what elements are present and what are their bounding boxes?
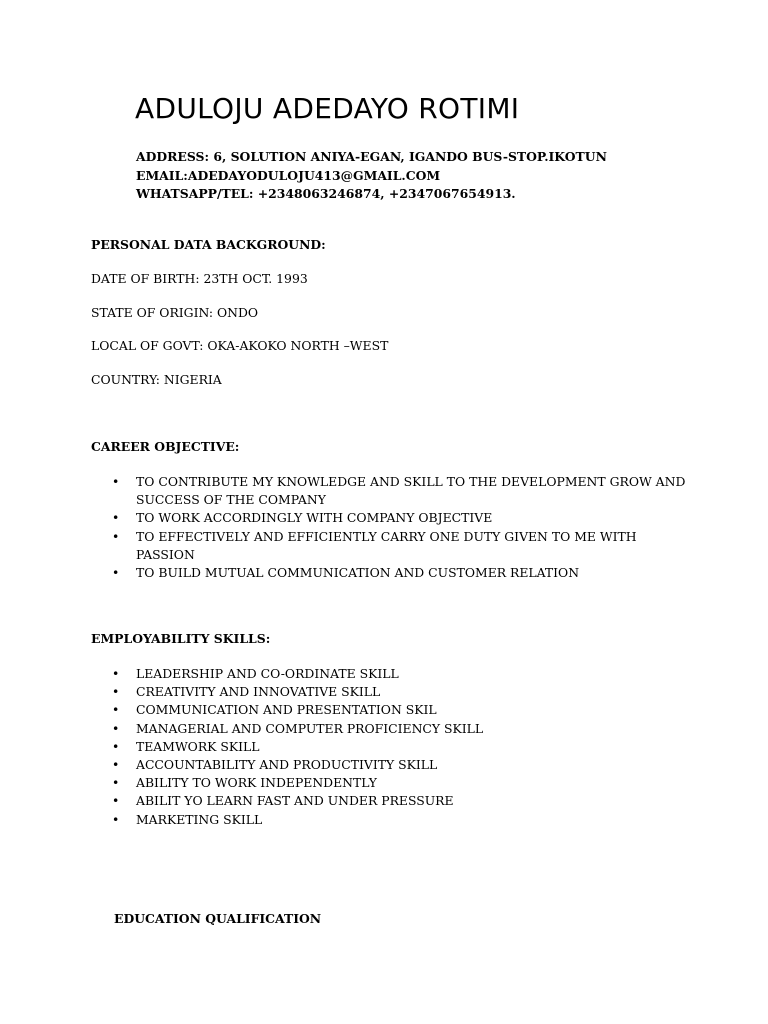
list-item: • ABILIT YO LEARN FAST AND UNDER PRESSURE xyxy=(91,792,696,810)
bullet-icon: • xyxy=(112,720,120,736)
list-item: • MARKETING SKILL xyxy=(91,811,696,829)
list-item: • MANAGERIAL AND COMPUTER PROFICIENCY SKILL xyxy=(91,720,696,738)
email-line: EMAIL:ADEDAYODULOJU413@GMAIL.COM xyxy=(136,167,441,183)
personal-data-heading: PERSONAL DATA BACKGROUND: xyxy=(91,237,326,252)
list-item: • TO CONTRIBUTE MY KNOWLEDGE AND SKILL TO THE DEVELOPMENT GROW AND SUCCESS OF THE COMPANY xyxy=(112,474,686,508)
bullet-icon: • xyxy=(112,474,120,489)
bullet-icon: • xyxy=(112,793,120,809)
list-item: • TEAMWORK SKILL xyxy=(91,738,696,756)
list-item: • TO EFFECTIVELY AND EFFICIENTLY CARRY ONE DUTY GIVEN TO ME WITH PASSION xyxy=(112,528,637,562)
bullet-icon: • xyxy=(112,702,120,718)
bullet-icon: • xyxy=(112,684,120,700)
address-line: ADDRESS: 6, SOLUTION ANIYA-EGAN, IGANDO BUS-STOP.IKOTUN xyxy=(136,149,607,164)
education-qualification-heading: EDUCATION QUALIFICATION xyxy=(114,911,322,926)
list-item: • TO WORK ACCORDINGLY WITH COMPANY OBJECTIVE xyxy=(91,509,696,527)
bullet-icon: • xyxy=(112,757,120,773)
contact-block xyxy=(136,148,607,204)
list-item: • ABILITY TO WORK INDEPENDENTLY xyxy=(91,774,696,792)
list-item: • TO BUILD MUTUAL COMMUNICATION AND CUSTOMER RELATION xyxy=(91,564,696,582)
bullet-icon: • xyxy=(112,775,120,791)
local-government: LOCAL OF GOVT: OKA-AKOKO NORTH –WEST xyxy=(91,338,389,353)
employability-skills-list xyxy=(91,665,696,829)
bullet-icon: • xyxy=(112,811,120,827)
career-objective-heading: CAREER OBJECTIVE: xyxy=(91,439,240,454)
country: COUNTRY: NIGERIA xyxy=(91,372,222,387)
phone-line: WHATSAPP/TEL: +2348063246874, +2347067654913. xyxy=(136,186,516,202)
bullet-icon: • xyxy=(112,528,120,544)
bullet-icon: • xyxy=(112,510,120,526)
list-item: • CREATIVITY AND INNOVATIVE SKILL xyxy=(91,683,696,701)
state-of-origin: STATE OF ORIGIN: ONDO xyxy=(91,305,259,320)
list-item: • COMMUNICATION AND PRESENTATION SKIL xyxy=(91,701,696,719)
employability-skills-heading: EMPLOYABILITY SKILLS: xyxy=(91,631,271,646)
date-of-birth: DATE OF BIRTH: 23TH OCT. 1993 xyxy=(91,271,308,286)
candidate-name: ADULOJU ADEDAYO ROTIMI xyxy=(135,92,520,125)
bullet-icon: • xyxy=(112,738,120,754)
bullet-icon: • xyxy=(112,565,120,581)
list-item: • LEADERSHIP AND CO-ORDINATE SKILL xyxy=(91,665,696,683)
career-objective-list xyxy=(91,473,696,582)
bullet-icon: • xyxy=(112,666,120,681)
list-item: • ACCOUNTABILITY AND PRODUCTIVITY SKILL xyxy=(91,756,696,774)
